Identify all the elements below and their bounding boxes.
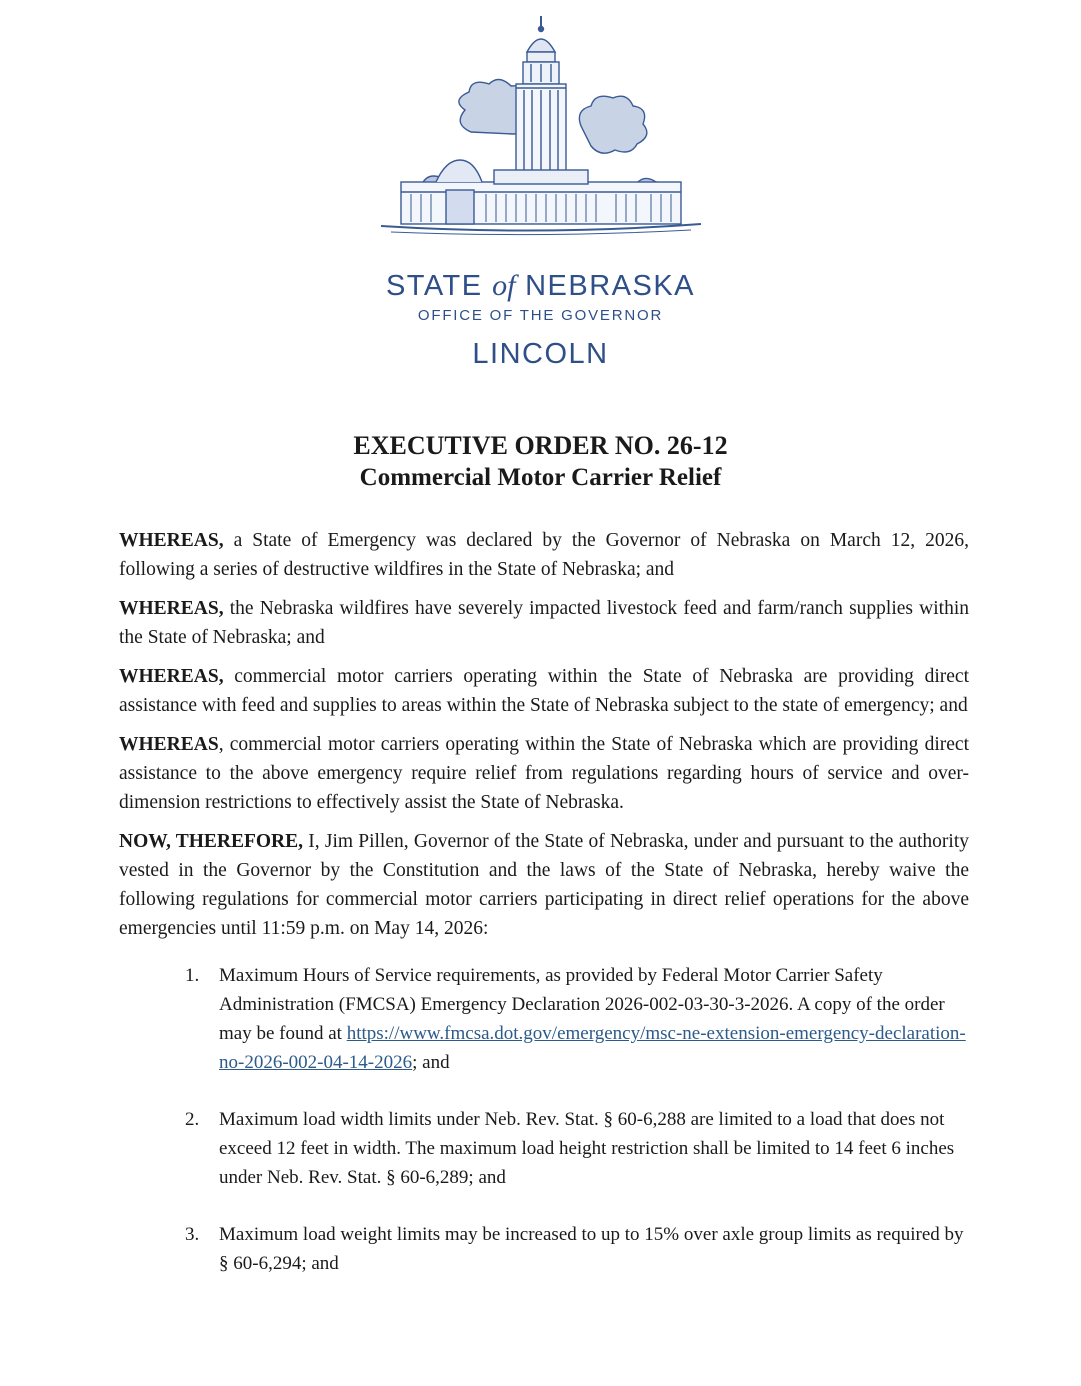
paragraph-text: I, Jim Pillen, Governor of the State of Nebraska, under and pursuant to the authority vested in the Governor by the Constitution and the laws of the State of Nebraska, hereby waive the following regulations for commercial motor carriers participating in direct relief operations for the above emergencies until 11:59 p.m. on May 14, 2026: [119, 831, 969, 939]
state-name [0, 269, 1081, 303]
letterhead [0, 14, 1081, 371]
state-name-prefix: STATE [385, 270, 483, 302]
list-text: Maximum load width limits under Neb. Rev. Stat. § 60-6,288 are limited to a load that does not exceed 12 feet in width. The maximum load height restriction shall be limited to 14 feet 6 inches under Neb. Rev. Stat. § 60-6,289; and [219, 1109, 955, 1188]
order-heading [0, 430, 1081, 494]
list-text-after: ; and [412, 1052, 450, 1073]
paragraph-lead: WHEREAS, [119, 666, 224, 687]
city-name: LINCOLN [472, 338, 609, 370]
paragraph-text: a State of Emergency was declared by the Governor of Nebraska on March 12, 2026, following a series of destructive wildfires in the State of Nebraska; and [119, 530, 969, 580]
paragraph-lead: WHEREAS [119, 734, 219, 755]
paragraph-lead: NOW, THEREFORE, [119, 831, 304, 852]
list-item [119, 1220, 969, 1278]
paragraph-text: commercial motor carriers operating within the State of Nebraska are providing direct assistance with feed and supplies to areas within the State of Nebraska subject to the state of emergency; and [119, 666, 969, 716]
whereas-paragraph [119, 526, 969, 584]
paragraph-text: , commercial motor carriers operating within the State of Nebraska which are providing direct assistance to the above emergency require relief from regulations regarding hours of service and over-dimension restrictions to effectively assist the State of Nebraska. [119, 734, 969, 813]
paragraph-text: the Nebraska wildfires have severely impacted livestock feed and farm/ranch supplies within the State of Nebraska; and [119, 598, 969, 648]
whereas-paragraph [119, 594, 969, 652]
order-title: EXECUTIVE ORDER NO. 26-12 [353, 431, 728, 460]
whereas-paragraph [119, 730, 969, 817]
nebraska-capitol-icon [376, 14, 706, 239]
list-text: Maximum Hours of Service requirements, as provided by Federal Motor Carrier Safety Administration (FMCSA) Emergency Declaration 2026-002-03-30-3-2026. A copy of the order may be found at [219, 965, 945, 1044]
list-number: 2. [185, 1109, 200, 1130]
list-number: 3. [185, 1224, 200, 1245]
order-body [119, 526, 969, 1306]
state-name-of: of [492, 269, 516, 302]
state-name-suffix: NEBRASKA [525, 270, 696, 302]
list-text: Maximum load weight limits may be increased to up to 15% over axle group limits as required by § 60-6,294; and [219, 1224, 964, 1274]
waiver-list [119, 961, 969, 1278]
list-item [119, 1105, 969, 1192]
fmcsa-declaration-link[interactable]: https://www.fmcsa.dot.gov/emergency/msc-ne-extension-emergency-declaration-no-2026-002-04-14-2026 [219, 1023, 966, 1073]
office-name: OFFICE OF THE GOVERNOR [417, 307, 664, 324]
paragraph-lead: WHEREAS, [119, 530, 224, 551]
paragraph-lead: WHEREAS, [119, 598, 224, 619]
list-item [119, 961, 969, 1077]
order-subtitle: Commercial Motor Carrier Relief [359, 464, 722, 491]
whereas-paragraph [119, 662, 969, 720]
therefore-paragraph [119, 827, 969, 943]
list-number: 1. [185, 965, 200, 986]
